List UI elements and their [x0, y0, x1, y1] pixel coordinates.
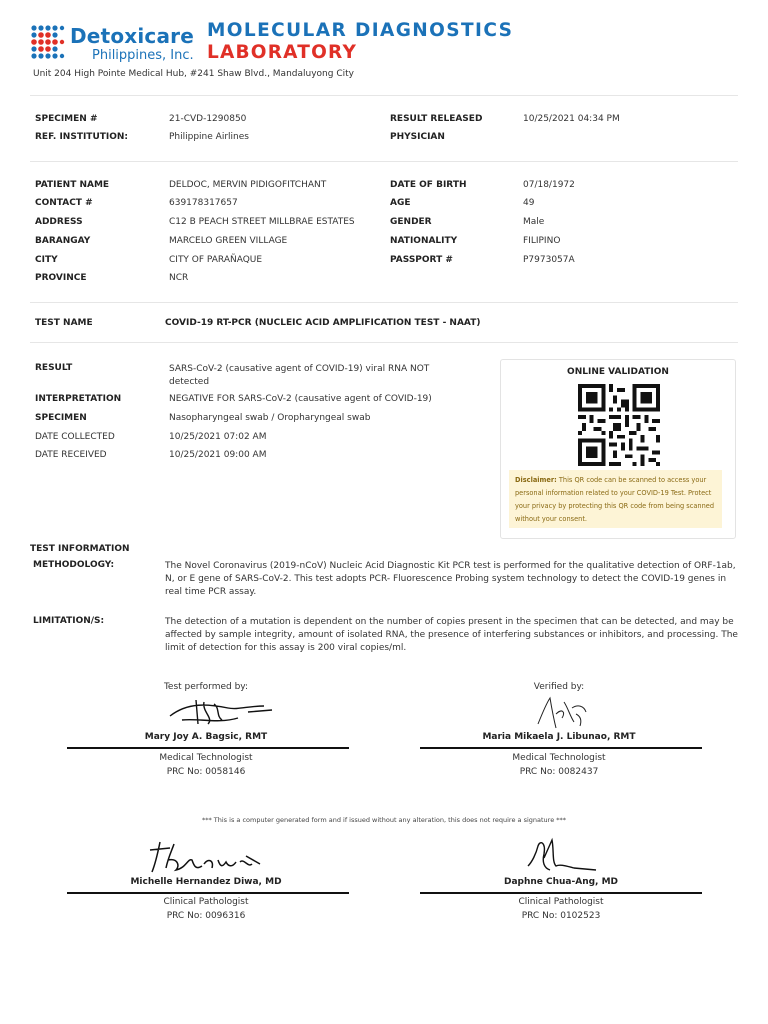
lab-title-line2: LABORATORY [207, 42, 358, 63]
patient-name-value: DELDOC, MERVIN PIDIGOFITCHANT [169, 180, 327, 190]
province-value: NCR [169, 273, 189, 283]
pathologist2-signature [522, 836, 602, 878]
verifier-prc: PRC No: 0082437 [519, 767, 599, 777]
nationality-value: FILIPINO [523, 236, 561, 246]
passport-value: P7973057A [523, 255, 575, 265]
pathologist1-name: Michelle Hernandez Diwa, MD [130, 877, 282, 887]
interpretation-label: INTERPRETATION [35, 394, 122, 404]
date-received-label: DATE RECEIVED [35, 450, 107, 460]
validation-title: ONLINE VALIDATION [567, 367, 669, 377]
performed-by-label: Test performed by: [163, 682, 249, 692]
result-label: RESULT [35, 363, 73, 373]
institution-label: REF. INSTITUTION: [35, 132, 129, 142]
lab-title-line1: MOLECULAR DIAGNOSTICS [207, 20, 514, 41]
disclaimer-text: This QR code can be scanned to access your personal information related to your COVID-19 Test. Protect your privacy by protecting this QR code from being scanned without your consent. [515, 476, 715, 523]
disclaimer-label: Disclaimer: [515, 476, 557, 484]
performer-name: Mary Joy A. Bagsic, RMT [144, 732, 268, 742]
pathologist2-signature-line [420, 892, 702, 894]
logo-dots-icon [30, 24, 66, 60]
performer-prc: PRC No: 0058146 [166, 767, 246, 777]
city-label: CITY [35, 255, 58, 265]
test-name-value: COVID-19 RT-PCR (NUCLEIC ACID AMPLIFICATION TEST - NAAT) [165, 318, 481, 328]
contact-value: 639178317657 [169, 198, 238, 208]
province-label: PROVINCE [35, 273, 87, 283]
disclaimer-box [509, 470, 722, 528]
methodology-text: The Novel Coronavirus (2019-nCoV) Nucleic Acid Diagnostic Kit PCR test is performed for the qualitative detection of ORF-1ab, N, or E gene of SARS-CoV-2. This test adopts PCR- Fluorescence Probing system technology to detect the COVID-19 genes in real time PCR assay. [165, 561, 736, 597]
age-label: AGE [390, 198, 411, 208]
pathologist2-name: Daphne Chua-Ang, MD [503, 877, 619, 887]
interpretation-value: NEGATIVE FOR SARS-CoV-2 (causative agent of COVID-19) [169, 394, 432, 404]
verifier-signature [532, 694, 592, 732]
test-name-label: TEST NAME [35, 318, 93, 328]
pathologist2-prc: PRC No: 0102523 [521, 911, 601, 921]
computer-generated-notice: *** This is a computer generated form and if issued without any alteration, this does not require a signature *** [201, 816, 567, 824]
gender-value: Male [523, 217, 545, 227]
specimen-type-label: SPECIMEN [35, 413, 87, 423]
passport-label: PASSPORT # [390, 255, 453, 265]
divider [30, 161, 738, 162]
released-label: RESULT RELEASED [390, 114, 483, 124]
verified-by-label: Verified by: [533, 682, 585, 692]
pathologist1-signature [148, 838, 268, 878]
date-collected-value: 10/25/2021 07:02 AM [169, 432, 267, 442]
limitation-text: The detection of a mutation is dependent on the number of copies present in the specimen that can be detected, and may be affected by sample integrity, amount of isolated RNA, the presence of interfering substances or inhibitors, and processing. The limit of detection for this assay is 200 viral copies/ml. [165, 617, 738, 653]
divider [30, 302, 738, 303]
verifier-signature-line [420, 747, 702, 749]
divider [30, 342, 738, 343]
address-label: ADDRESS [35, 217, 83, 227]
nationality-label: NATIONALITY [390, 236, 458, 246]
verifier-name: Maria Mikaela J. Libunao, RMT [482, 732, 636, 742]
contact-label: CONTACT # [35, 198, 93, 208]
barangay-label: BARANGAY [35, 236, 91, 246]
pathologist2-role: Clinical Pathologist [518, 897, 604, 907]
specimen-value: 21-CVD-1290850 [169, 114, 247, 124]
test-info-heading: TEST INFORMATION [30, 544, 130, 554]
divider [30, 95, 738, 96]
dob-label: DATE OF BIRTH [390, 180, 467, 190]
pathologist1-prc: PRC No: 0096316 [166, 911, 246, 921]
age-value: 49 [523, 198, 535, 208]
logo [30, 22, 210, 66]
pathologist1-signature-line [67, 892, 349, 894]
performer-signature [168, 694, 278, 728]
performer-role: Medical Technologist [159, 753, 253, 763]
qr-code-icon[interactable] [577, 384, 661, 466]
released-value: 10/25/2021 04:34 PM [523, 114, 620, 124]
lab-address: Unit 204 High Pointe Medical Hub, #241 Shaw Blvd., Mandaluyong City [33, 69, 354, 79]
dob-value: 07/18/1972 [523, 180, 575, 190]
result-value: SARS-CoV-2 (causative agent of COVID-19) viral RNA NOT detected [169, 364, 430, 387]
specimen-label: SPECIMEN # [35, 114, 98, 124]
logo-name: Detoxicare [70, 24, 195, 48]
institution-value: Philippine Airlines [169, 132, 249, 142]
logo-subtitle: Philippines, Inc. [92, 48, 194, 63]
city-value: CITY OF PARAÑAQUE [169, 255, 263, 265]
specimen-type-value: Nasopharyngeal swab / Oropharyngeal swab [169, 413, 371, 423]
date-received-value: 10/25/2021 09:00 AM [169, 450, 267, 460]
limitation-label: LIMITATION/S: [33, 616, 105, 626]
address-value: C12 B PEACH STREET MILLBRAE ESTATES [169, 217, 355, 227]
verifier-role: Medical Technologist [512, 753, 606, 763]
validation-card [500, 359, 736, 539]
gender-label: GENDER [390, 217, 432, 227]
methodology-label: METHODOLOGY: [33, 560, 115, 570]
pathologist1-role: Clinical Pathologist [163, 897, 249, 907]
date-collected-label: DATE COLLECTED [35, 432, 115, 442]
performer-signature-line [67, 747, 349, 749]
physician-label: PHYSICIAN [390, 132, 445, 142]
barangay-value: MARCELO GREEN VILLAGE [169, 236, 288, 246]
patient-name-label: PATIENT NAME [35, 180, 110, 190]
